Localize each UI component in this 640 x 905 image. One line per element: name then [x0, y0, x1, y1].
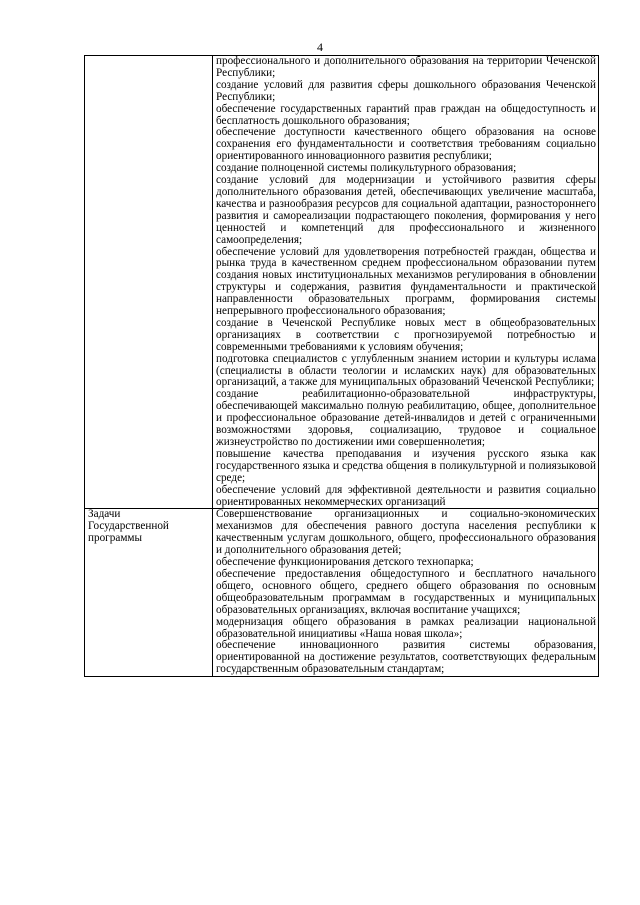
list-item: обеспечение предоставления общедоступного и бесплатного начального общего, основного общего, среднего общего образования по основным общеобразовательным программам в государственных и муниципальных образовательных организациях, включая воспитание учащихся;	[216, 567, 596, 616]
table-row-goals	[85, 56, 599, 509]
table-row-tasks	[85, 509, 599, 677]
list-item: профессионального и дополнительного образования на территории Чеченской Республики;	[216, 55, 596, 79]
list-item: обеспечение условий для эффективной деятельности и развития социально ориентированных некоммерческих организаций	[216, 483, 596, 508]
list-item: создание условий для модернизации и устойчивого развития сферы дополнительного образования детей, обеспечивающих увеличение масштаба, качества и разнообразия ресурсов для социальной адаптации, разностороннего развития и самореализации подрастающего поколения, формирования у него ценностей и компетенций для профессионального и жизненного самоопределения;	[216, 174, 596, 246]
list-item: создание полноценной системы поликультурного образования;	[216, 162, 517, 175]
list-item: создание в Чеченской Республике новых мест в общеобразовательных организациях в соответствии с прогнозируемой потребностью и современными требованиями к условиям обучения;	[216, 316, 596, 353]
row-content-cell	[213, 509, 599, 677]
row-content-cell	[213, 56, 599, 509]
list-item: обеспечение функционирования детского технопарка;	[216, 556, 474, 569]
list-item: повышение качества преподавания и изучения русского языка как государственного языка и средства общения в поликультурной и полиязыковой среде;	[216, 447, 596, 484]
list-item: обеспечение инновационного развития системы образования, ориентированной на достижение результатов, соответствующих федеральным государственным образовательным стандартам;	[216, 639, 596, 676]
row-label-line: Задачи	[88, 508, 121, 521]
list-item: обеспечение государственных гарантий прав граждан на общедоступность и бесплатность дошкольного образования;	[216, 102, 596, 127]
list-item: подготовка специалистов с углубленным знанием истории и культуры ислама (специалисты в области теологии и исламских наук) для образовательных организаций, а также для муниципальных образований Чеченской Республики;	[216, 352, 596, 389]
row-label-cell	[85, 56, 213, 509]
row-label-line: Государственной	[88, 520, 169, 533]
list-item: модернизация общего образования в рамках реализации национальной образовательной инициативы «Наша новая школа»;	[216, 615, 596, 640]
list-item: обеспечение доступности качественного общего образования на основе сохранения его фундаментальности и соответствия требованиям социально ориентированного инновационного развития республики;	[216, 126, 596, 163]
row-label-cell	[85, 509, 213, 677]
page-number: 4	[317, 40, 323, 54]
list-item: создание реабилитационно-образовательной инфраструктуры, обеспечивающей максимально полную реабилитацию, общее, дополнительное и профессиональное образование детей-инвалидов и детей с ограниченными возможностями здоровья, социализацию, трудовое и социальное жизнеустройство по достижении ими совершеннолетия;	[216, 388, 596, 448]
row-label-line: программы	[88, 532, 142, 545]
list-item: обеспечение условий для удовлетворения потребностей граждан, общества и рынка труда в качественном среднем профессиональном образовании путем создания новых институциональных механизмов регулирования в обновлении структуры и содержания, развития фундаментальности и практической направленности образовательных программ, формирования системы непрерывного профессионального образования;	[216, 245, 596, 318]
list-item: создание условий для развития сферы дошкольного образования Чеченской Республики;	[216, 78, 596, 103]
list-item: Совершенствование организационных и социально-экономических механизмов для обеспечения равного доступа населения республики к качественным услугам дошкольного, общего, профессионального образования и дополнительного образования детей;	[216, 508, 596, 557]
program-table	[84, 55, 599, 677]
